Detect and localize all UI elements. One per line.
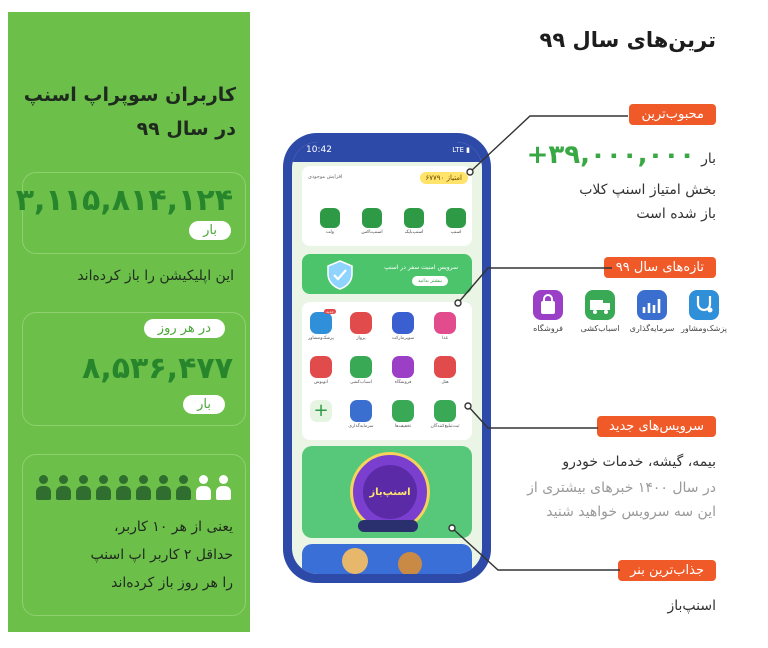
services-grid xyxy=(302,302,472,440)
daily-times-pill: بار xyxy=(183,395,225,414)
service-icon xyxy=(310,312,332,334)
service-icon xyxy=(434,356,456,378)
popular-count: +۳۹,۰۰۰,۰۰۰ xyxy=(526,140,696,170)
new-services-note xyxy=(476,476,716,524)
service-shortcut[interactable] xyxy=(360,208,384,235)
shield-icon xyxy=(326,260,354,290)
service-icon xyxy=(350,312,372,334)
truck-icon xyxy=(585,290,615,320)
wallet-row xyxy=(308,172,468,188)
panel-title xyxy=(16,78,236,146)
grid-service-label: فروشگاه xyxy=(394,380,412,385)
popular-line2: باز شده است xyxy=(636,206,716,222)
grid-service[interactable] xyxy=(428,400,462,429)
safety-banner-title: سرویس امنیت سفر در اسنپ xyxy=(384,264,458,271)
phone-screen xyxy=(292,142,482,574)
person-icon xyxy=(55,475,71,501)
person-icon xyxy=(95,475,111,501)
person-icon xyxy=(175,475,191,501)
new-service-label: اسباب‌کشی xyxy=(580,324,620,333)
new-service-item xyxy=(628,290,676,333)
ratio-line3: را هر روز باز کرده‌اند xyxy=(111,575,233,591)
person-image xyxy=(398,552,422,574)
section-heading: ترین‌های سال ۹۹ xyxy=(539,28,716,52)
service-icon xyxy=(392,312,414,334)
person-icon xyxy=(35,475,51,501)
service-icon xyxy=(404,208,424,228)
most-popular-tag: محبوب‌ترین xyxy=(629,104,716,125)
grid-service-label: تخفیف‌ها xyxy=(394,424,412,429)
learn-more-button[interactable]: بیشتر بدانید xyxy=(412,276,448,286)
grid-service-label: غذا xyxy=(442,336,448,341)
grid-service-label: پزشک‌ومشاور xyxy=(308,336,334,341)
service-icon xyxy=(320,208,340,228)
snappbaz-banner[interactable] xyxy=(302,446,472,538)
ratio-line2: حداقل ۲ کاربر اپ اسنپ xyxy=(90,547,233,563)
new-services-note-line1: در سال ۱۴۰۰ خبرهای بیشتری از xyxy=(527,480,716,496)
daily-opens-count: ۸,۵۳۶,۴۷۷ xyxy=(82,351,233,386)
new-services-tag: سرویس‌های جدید xyxy=(597,416,716,437)
shopping-bag-icon xyxy=(533,290,563,320)
person-icon xyxy=(215,475,231,501)
best-banner-name: اسنپ‌باز xyxy=(667,598,716,614)
person-icon xyxy=(75,475,91,501)
grid-service-label: اتوبوس xyxy=(314,380,328,385)
grid-service[interactable] xyxy=(386,356,420,385)
service-icon xyxy=(392,400,414,422)
popular-stat xyxy=(527,140,716,170)
grid-service-label: هتل xyxy=(441,380,449,385)
grid-service[interactable] xyxy=(344,312,378,341)
popular-line1: بخش امتیاز اسنپ کلاب xyxy=(579,182,716,198)
show-stage-inner xyxy=(363,465,417,519)
snappbaz-logo-text: اسنپ‌باز xyxy=(369,487,411,498)
grid-service[interactable] xyxy=(428,312,462,341)
grid-service-label: سوپرمارکت xyxy=(391,336,415,341)
bottom-banner[interactable] xyxy=(302,544,472,574)
signal-icons: LTE ▮ xyxy=(452,146,470,154)
grid-service-label: ثبت‌تبلیغ‌کنندگان xyxy=(430,424,460,429)
new-service-item xyxy=(524,290,572,333)
newest-tag: تازه‌های سال ۹۹ xyxy=(604,257,716,278)
status-time: 10:42 xyxy=(306,145,332,155)
service-shortcut[interactable] xyxy=(318,208,342,235)
service-label: اسنپ‌باکس xyxy=(361,230,383,235)
per-day-pill: در هر روز xyxy=(144,319,225,338)
person-icon xyxy=(135,475,151,501)
top-services-row xyxy=(306,208,472,242)
grid-service-label: سرمایه‌گذاری xyxy=(348,424,374,429)
person-icon xyxy=(155,475,171,501)
service-icon xyxy=(434,400,456,422)
grid-service[interactable] xyxy=(344,400,378,429)
app-opens-count: ۳,۱۱۵,۸۱۴,۱۲۴ xyxy=(15,183,233,218)
new-badge: جدید xyxy=(326,309,334,314)
person-image xyxy=(342,548,368,574)
grid-service[interactable] xyxy=(344,356,378,385)
grid-service[interactable] xyxy=(428,356,462,385)
service-icon xyxy=(310,356,332,378)
stage-base xyxy=(358,520,418,532)
stethoscope-icon xyxy=(689,290,719,320)
grid-service-label: پرواز xyxy=(356,336,366,341)
grid-service-label: اسباب‌کشی xyxy=(350,380,372,385)
service-shortcut[interactable] xyxy=(444,208,468,235)
grid-service[interactable] xyxy=(386,312,420,341)
app-opens-card xyxy=(15,172,246,254)
ratio-line1: یعنی از هر ۱۰ کاربر، xyxy=(114,519,233,535)
service-shortcut[interactable] xyxy=(402,208,426,235)
service-icon xyxy=(362,208,382,228)
service-icon xyxy=(392,356,414,378)
app-opens-note: این اپلیکیشن را باز کرده‌اند xyxy=(77,268,234,284)
safety-banner[interactable] xyxy=(302,254,472,294)
service-label: اسنپ xyxy=(450,230,462,235)
ratio-card xyxy=(22,454,246,616)
service-label: اسنپ‌بایک xyxy=(404,230,424,235)
new-services-icons xyxy=(522,290,728,340)
popular-unit: بار xyxy=(701,151,716,167)
service-icon xyxy=(434,312,456,334)
add-service-button[interactable] xyxy=(304,400,338,422)
grid-service[interactable] xyxy=(304,309,338,341)
person-icon xyxy=(195,475,211,501)
new-service-label: فروشگاه xyxy=(533,324,563,333)
new-service-item xyxy=(576,290,624,333)
points-badge[interactable]: ۶۷۷۹۰ امتیاز xyxy=(420,172,468,184)
ratio-text xyxy=(33,513,233,597)
panel-title-line2: در سال ۹۹ xyxy=(136,118,236,140)
people-icons xyxy=(35,475,235,503)
service-icon xyxy=(350,400,372,422)
new-service-item xyxy=(680,290,728,333)
times-pill: بار xyxy=(189,221,231,240)
new-services-list: بیمه، گیشه، خدمات خودرو xyxy=(562,454,716,470)
popular-description xyxy=(496,178,716,226)
service-icon xyxy=(350,356,372,378)
service-icon xyxy=(446,208,466,228)
phone-mockup xyxy=(283,133,491,583)
phone-notch xyxy=(348,142,426,158)
grid-service[interactable] xyxy=(386,400,420,429)
panel-title-line1: کاربران سوپراپ اسنپ xyxy=(23,84,236,106)
plus-icon: + xyxy=(310,400,332,422)
new-services-note-line2: این سه سرویس خواهید شنید xyxy=(546,504,716,520)
stats-panel xyxy=(8,12,250,632)
person-icon xyxy=(115,475,131,501)
best-banner-tag: جذاب‌ترین بنر xyxy=(618,560,716,581)
new-service-label: سرمایه‌گذاری xyxy=(629,324,675,333)
add-credit-link[interactable]: افزایش موجودی xyxy=(308,174,343,180)
service-label: ولت xyxy=(326,230,334,235)
chart-icon xyxy=(637,290,667,320)
new-service-label: پزشک‌ومشاور xyxy=(681,324,727,333)
grid-service[interactable] xyxy=(304,356,338,385)
daily-opens-card xyxy=(22,312,246,426)
